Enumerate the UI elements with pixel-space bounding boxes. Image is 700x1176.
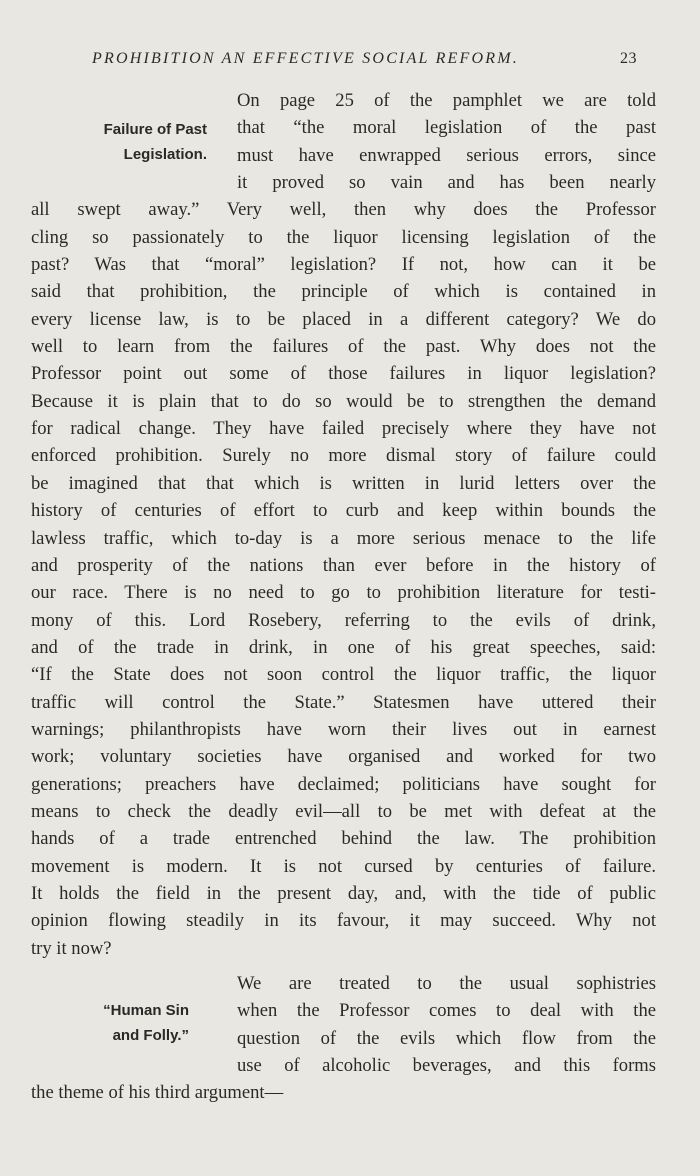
- text-line: that “the moral legislation of the past: [237, 117, 656, 139]
- text-line: our race. There is no need to go to prohibition literature for testi-: [31, 582, 656, 604]
- page-number: 23: [620, 50, 637, 67]
- text-line: “If the State does not soon control the liquor traffic, the liquor: [31, 664, 656, 686]
- text-line: generations; preachers have declaimed; politicians have sought for: [31, 773, 656, 795]
- text-line: said that prohibition, the principle of which is contained in: [31, 281, 656, 303]
- text-line: and prosperity of the nations than ever before in the history of: [31, 554, 656, 576]
- text-line: Professor point out some of those failures in liquor legislation?: [31, 363, 656, 385]
- text-line: hands of a trade entrenched behind the law. The prohibition: [31, 828, 656, 850]
- text-line: enforced prohibition. Surely no more dismal story of failure could: [31, 445, 656, 467]
- running-title: PROHIBITION AN EFFECTIVE SOCIAL REFORM.: [92, 50, 519, 67]
- text-line: and of the trade in drink, in one of his great speeches, said:: [31, 636, 656, 658]
- text-line: movement is modern. It is not cursed by centuries of failure.: [31, 855, 656, 877]
- paragraph-human-sin-and-folly: [31, 970, 656, 1107]
- text-line: all swept away.” Very well, then why does the Professor: [31, 199, 656, 221]
- text-line: must have enwrapped serious errors, since: [237, 144, 656, 166]
- text-line: cling so passionately to the liquor licensing legislation of the: [31, 226, 656, 248]
- text-line: it proved so vain and has been nearly: [237, 172, 656, 194]
- text-line: history of centuries of effort to curb and keep within bounds the: [31, 500, 656, 522]
- text-line: every license law, is to be placed in a different category? We do: [31, 308, 656, 330]
- text-line: past? Was that “moral” legislation? If not, how can it be: [31, 254, 656, 276]
- text-line: warnings; philanthropists have worn their lives out in earnest: [31, 718, 656, 740]
- text-line: We are treated to the usual sophistries: [237, 973, 656, 994]
- text-line: when the Professor comes to deal with the: [237, 1000, 656, 1022]
- sidenote-line: Legislation.: [123, 146, 207, 163]
- sidenote-line: Failure of Past: [103, 121, 207, 138]
- text-line: well to learn from the failures of the past. Why does not the: [31, 336, 656, 358]
- text-line: be imagined that that which is written in lurid letters over the: [31, 472, 656, 494]
- text-line: work; voluntary societies have organised and worked for two: [31, 746, 656, 768]
- text-line: use of alcoholic beverages, and this forms: [237, 1055, 656, 1077]
- text-line: means to check the deadly evil—all to be met with defeat at the: [31, 800, 656, 822]
- text-line: try it now?: [31, 937, 112, 959]
- text-line: for radical change. They have failed precisely where they have not: [31, 418, 656, 440]
- text-line: It holds the field in the present day, and, with the tide of public: [31, 882, 656, 904]
- text-line: On page 25 of the pamphlet we are told: [237, 90, 656, 111]
- text-line: Because it is plain that to do so would be to strengthen the demand: [31, 390, 656, 412]
- text-line: the theme of his third argument—: [31, 1082, 284, 1104]
- text-line: traffic will control the State.” Statesmen have uttered their: [31, 691, 656, 713]
- text-line: lawless traffic, which to-day is a more serious menace to the life: [31, 527, 656, 549]
- text-line: question of the evils which flow from the: [237, 1027, 656, 1049]
- text-line: opinion flowing steadily in its favour, it may succeed. Why not: [31, 910, 656, 932]
- sidenote-line: and Folly.”: [112, 1027, 189, 1044]
- sidenote-line: “Human Sin: [103, 1002, 189, 1019]
- paragraph-failure-of-past-legislation: [31, 87, 656, 962]
- running-head: [92, 50, 642, 68]
- text-line: mony of this. Lord Rosebery, referring to the evils of drink,: [31, 609, 656, 631]
